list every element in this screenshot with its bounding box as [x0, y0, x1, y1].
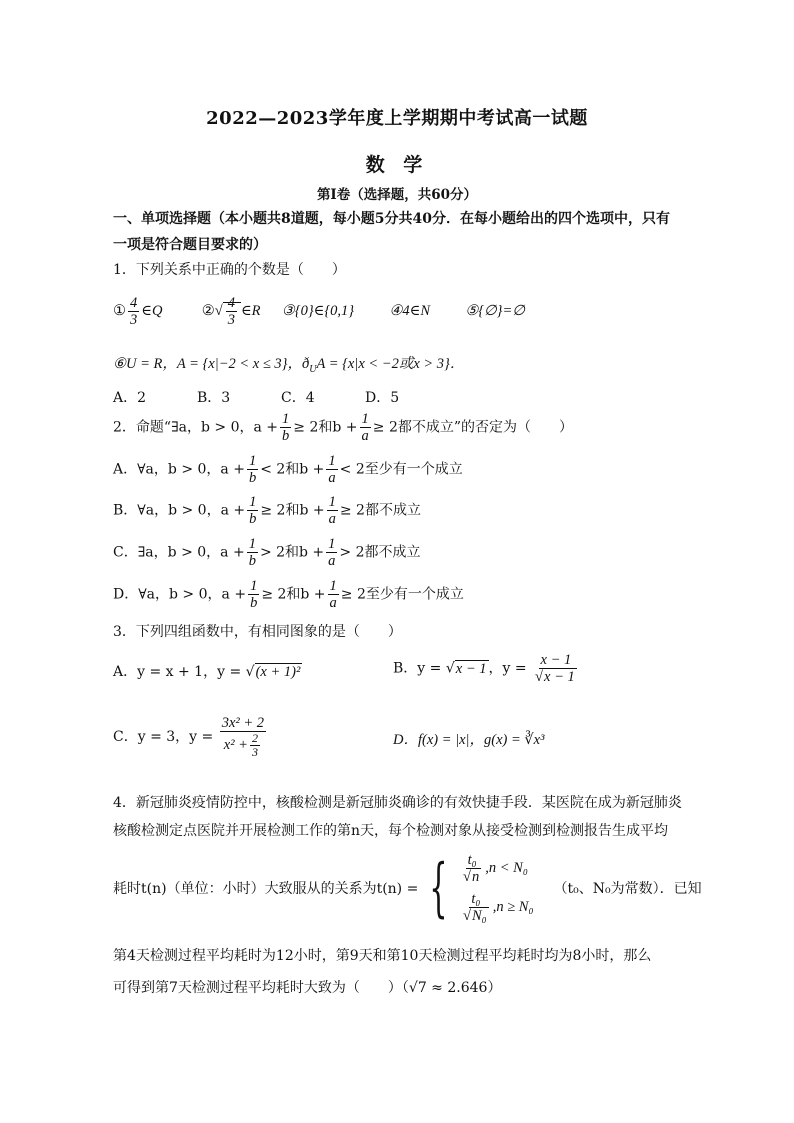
q3-option-c: C．y = 3，y = 3x² + 2 x² + $\frac{2}{3}$: [113, 715, 265, 759]
q4-formula-line: 耗时t(n)（单位：小时）大致服从的关系为t(n) = { $\frac{\text{t₀}}{√n}$ ,n < N₀ $\frac{\text{t₀}}{\text{√N₀}}$ ,n ≥ N₀ （t₀、N₀为常数）．已知: [113, 851, 702, 925]
piecewise-cases: $\frac{\text{t₀}}{√n}$ ,n < N₀ $\frac{\text{t₀}}{\text{√N₀}}$ ,n ≥ N₀: [463, 852, 534, 924]
section-instructions: 一、单项选择题（本小题共8道题，每小题5分共40分．在每小题给出的四个选项中，只有一项是符合题目要求的）: [113, 211, 670, 253]
q2-stem: 2．命题“∃a，b > 0，a + $\frac{1}{b}$ ≥ 2和b + $\frac{1}{a}$ ≥ 2都不成立”的否定为（ ）: [113, 411, 574, 444]
q4-line4: 第4天检测过程平均耗时为12小时，第9天和第10天检测过程平均耗时均为8小时，那么: [113, 948, 652, 964]
q1-option-a: A．2: [113, 390, 147, 406]
q1-item4: ④4∈N: [389, 302, 430, 319]
q1-item1: ① $\frac{4}{3}$ ∈Q: [113, 295, 163, 328]
q1-option-c: C．4: [281, 390, 315, 406]
q2-option-b: B．∀a，b > 0，a + $\frac{1}{b}$ ≥ 2和b + $\frac{1}{a}$ ≥ 2都不成立: [113, 494, 421, 527]
q4-line5: 可得到第7天检测过程平均耗时大致为（ ）（√7 ≈ 2.646）: [113, 980, 502, 996]
q2-option-d: D．∀a，b > 0，a + $\frac{1}{b}$ ≥ 2和b + $\frac{1}{a}$ ≥ 2至少有一个成立: [113, 578, 464, 611]
q3-stem: 3．下列四组函数中，有相同图象的是（ ）: [113, 624, 402, 640]
q4-line1: 4．新冠肺炎疫情防控中，核酸检测是新冠肺炎确诊的有效快捷手段．某医院在成为新冠肺炎: [113, 795, 682, 811]
subject-title: 数 学: [365, 154, 429, 176]
q1-option-b: B．3: [197, 390, 231, 406]
part-title: 第Ⅰ卷（选择题，共60分）: [316, 187, 478, 203]
exam-title: 2022—2023学年度上学期期中考试高一试题: [206, 108, 588, 129]
q1-items-row: [113, 295, 525, 328]
q1-option-d: D．5: [365, 390, 400, 406]
q1-item2: ②√ $\frac{4}{3}$ ∈R: [201, 295, 261, 328]
q2-option-c: C．∃a，b > 0，a + $\frac{1}{b}$ > 2和b + $\frac{1}{a}$ > 2都不成立: [113, 536, 421, 569]
left-brace-icon: {: [429, 851, 448, 925]
q1-item6: ⑥U = R，A = {x|−2 < x ≤ 3}，$ð_UA = \{x|x < -2$或x > 3}．: [113, 356, 465, 375]
q3-option-a: A．y = x + 1，y = √(x + 1)²: [113, 664, 301, 680]
q4-line2: 核酸检测定点医院并开展检测工作的第n天，每个检测对象从接受检测到检测报告生成平均: [113, 823, 669, 839]
q3-option-d: D．f(x) = |x|，g(x) = ∛x³: [393, 732, 545, 748]
q1-item5: ⑤{∅}=∅: [465, 302, 525, 319]
q1-stem: 1．下列关系中正确的个数是（ ）: [113, 262, 346, 278]
q1-options: [113, 387, 399, 407]
q2-option-a: A．∀a，b > 0，a + $\frac{1}{b}$ < 2和b + $\frac{1}{a}$ < 2至少有一个成立: [113, 453, 463, 486]
q1-item3: ③{0}∈{0,1}: [281, 302, 355, 319]
q3-option-b: B．y = √x − 1 ，y = $\frac{x - 1}{√x - 1}$: [393, 652, 575, 685]
